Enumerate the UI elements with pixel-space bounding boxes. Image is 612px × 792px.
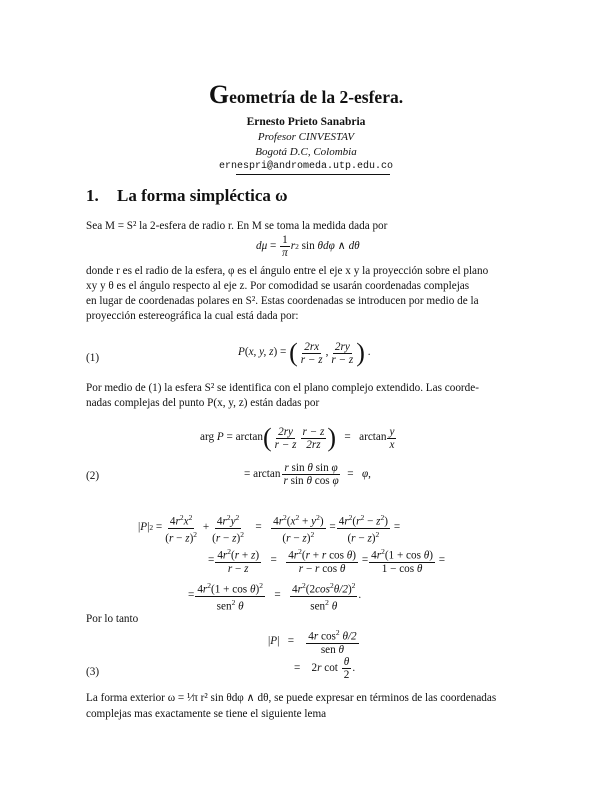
paragraph-2-line-1: donde r es el radio de la esfera, φ es el ángulo entre el eje x y la proyección sobre el plano (86, 265, 489, 277)
equation-2-label: (2) (86, 470, 100, 482)
section-heading (86, 186, 288, 206)
equation-2-line-1: arg P = arctan ( $\frac{2ry}{r - z}$ $\frac{r - z}{2rz}$ ) = arctan $\frac{y}{x}$ (200, 423, 395, 452)
equation-modulus-line-3: = $\frac{4r^2(1 + \cos \theta)^2}{sen^2 \theta}$ = $\frac{4r^2(2\cos^2\theta/2)^2}{sen^2 \theta}$ . (188, 581, 362, 613)
paragraph-2-line-2: xy y θ es el ángulo respecto al eje z. Por comodidad se usarán coordenadas complejas (86, 280, 470, 292)
section-number: 1. (86, 186, 99, 205)
title-initial: G (208, 80, 230, 109)
paragraph-2-line-4: proyección estereográfica la cual está dada por: (86, 310, 299, 322)
email-underline (236, 174, 390, 175)
equation-1: P ( x, y, z ) = ( $\frac{2rx}{r - z}$ , $\frac{2ry}{r - z}$ ) . (238, 338, 371, 367)
equation-1-label: (1) (86, 352, 100, 364)
paragraph-4: Por lo tanto (86, 613, 139, 625)
paragraph-1: Sea M = S² la 2-esfera de radio r. En M se toma la medida dada por (86, 220, 388, 232)
paragraph-3-line-1: Por medio de (1) la esfera S² se identifica con el plano complejo extendido. Las coorde- (86, 382, 479, 394)
paragraph-3-line-2: nadas complejas del punto P(x, y, z) están dadas por (86, 397, 320, 409)
title-rest: eometría de la 2-esfera. (229, 87, 404, 107)
equation-2-line-2: = arctan $\frac{\text{r sin θ sin φ}}{\text{r sin θ cos φ}}$ = φ , (244, 462, 371, 487)
paragraph-5-line-1: La forma exterior ω = ¹⁄π r² sin θdφ ∧ dθ, se puede expresar en términos de las coordenadas (86, 692, 497, 704)
author-email[interactable]: ernespri@andromeda.utp.edu.co (218, 161, 394, 172)
section-title: La forma simpléctica ω (117, 186, 288, 205)
equation-modulus-line-2: = $\frac{4r^2(r + z)}{r - z}$ = $\frac{4r^2(r + r \cos \theta)}{\text{r − r cos θ}}$ = $\frac{4r^2(1 + \cos \theta)}{\text{1 − cos θ}}$ = (208, 547, 446, 575)
author-name: Ernesto Prieto Sanabria (246, 116, 366, 128)
equation-3-line-1: | P | = $\frac{4r \cos^2 \theta/2}{\text{sen θ}}$ (268, 628, 357, 656)
author-location: Bogotá D.C, Colombia (255, 146, 357, 158)
paragraph-5-line-2: complejas mas exactamente se tiene el siguiente lema (86, 708, 327, 720)
equation-modulus-line-1: | P | 2 = $\frac{4r^2x^2}{(r - z)^2}$ + $\frac{4r^2y^2}{(r - z)^2}$ = $\frac{4r^2(x^2 + y^2)}{(r - z)^2}$ = $\frac{4r^2(r^2 - z^2)}{(r - z)^2}$ = (138, 513, 401, 545)
equation-3-label: (3) (86, 666, 100, 678)
equation-dmu: dμ = $\frac{1}{\pi}$ r 2 sin θdφ ∧ dθ (256, 234, 360, 259)
paper-title (0, 80, 612, 110)
equation-3-line-2: = 2 r cot $\frac{\theta}{2}$ . (294, 656, 356, 681)
paragraph-2-line-3: en lugar de coordenadas polares en S². Estas coordenadas se introducen por medio de la (86, 295, 479, 307)
author-affiliation: Profesor CINVESTAV (257, 131, 355, 143)
